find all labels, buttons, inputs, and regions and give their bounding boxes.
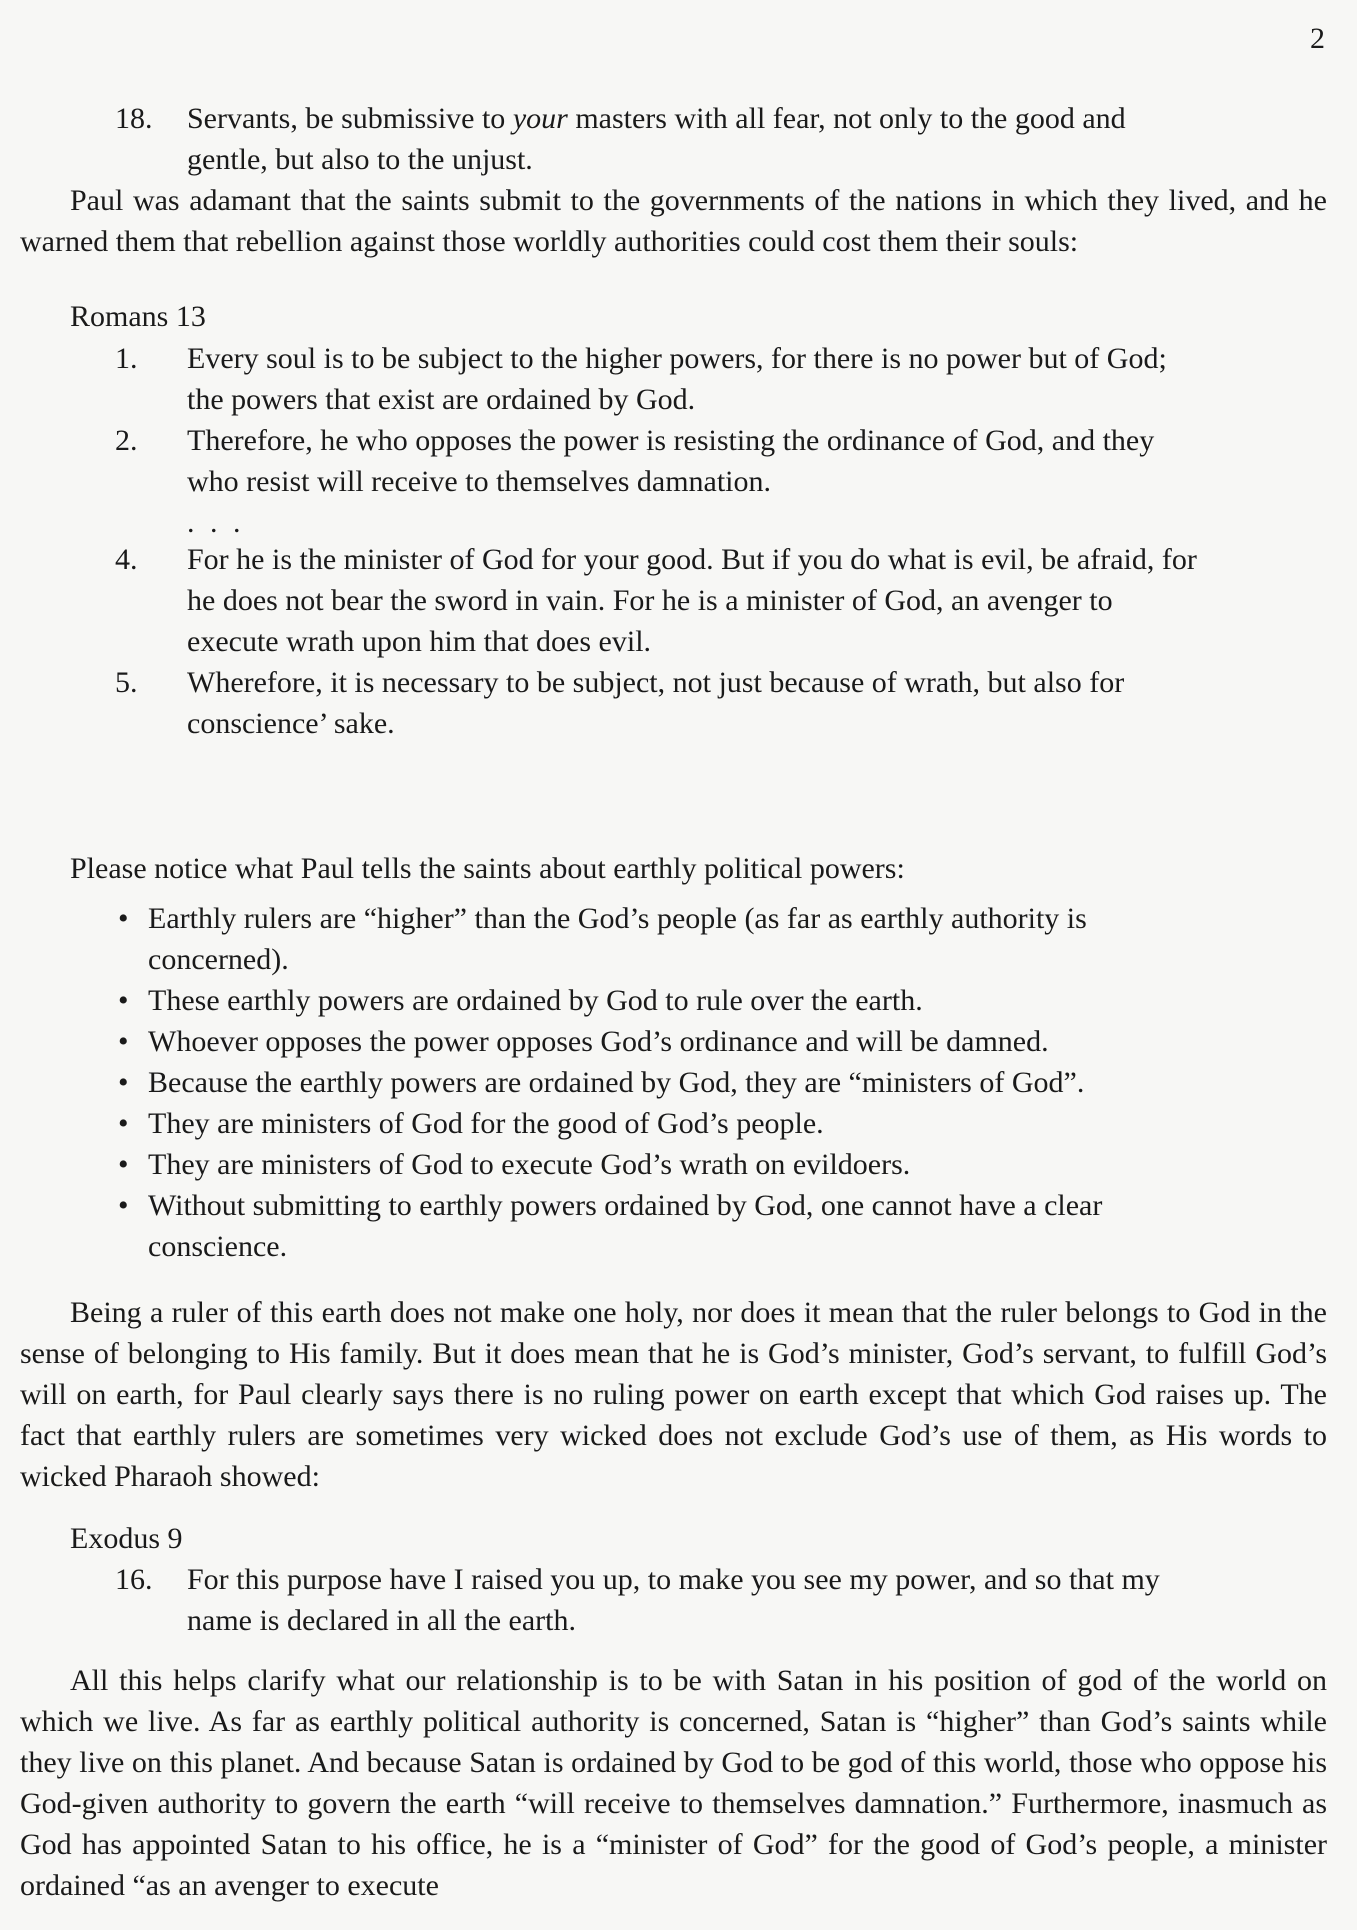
verse xyxy=(0,1559,1357,1641)
bullet-icon: • xyxy=(118,1107,129,1140)
verse-number: 16. xyxy=(115,1563,153,1596)
list-item xyxy=(118,1021,1207,1062)
verse-text: Wherefore, it is necessary to be subject, not just because of wrath, but also for conscience’ sake. xyxy=(187,666,1125,740)
verse-ellipsis: . . . xyxy=(187,506,245,539)
notice-intro-block xyxy=(0,848,1357,889)
verse-18-block xyxy=(0,98,1357,180)
bullet-list-block xyxy=(0,898,1357,1267)
bullet-icon: • xyxy=(118,984,129,1017)
bullet-list xyxy=(0,898,1357,1267)
verse xyxy=(0,662,1357,744)
list-item-text: Because the earthly powers are ordained by God, they are “ministers of God”. xyxy=(148,1066,1085,1099)
verse xyxy=(0,98,1357,180)
verse-text xyxy=(187,98,1207,180)
list-item-text: They are ministers of God to execute God’s wrath on evildoers. xyxy=(148,1148,911,1181)
list-item xyxy=(118,1144,1207,1185)
exodus-9-block xyxy=(0,1518,1357,1641)
verse-text: Therefore, he who opposes the power is resisting the ordinance of God, and they who resist will receive to themselves damnation. xyxy=(187,424,1155,498)
verse-text-part: Servants, be submissive to xyxy=(187,102,513,135)
verse-text: For he is the minister of God for your good. But if you do what is evil, be afraid, for he does not bear the sword in vain. For he is a minister of God, an avenger to execute wrath upon him that does evil. xyxy=(187,543,1197,658)
paragraph-text: Paul was adamant that the saints submit to the governments of the nations in which they lived, and he warned them that rebellion against those worldly authorities could cost them their souls: xyxy=(20,184,1327,258)
list-item xyxy=(118,1185,1207,1267)
notice-intro: Please notice what Paul tells the saints about earthly political powers: xyxy=(70,852,905,885)
list-item-text: They are ministers of God for the good of God’s people. xyxy=(148,1107,824,1140)
romans-13-block xyxy=(0,296,1357,744)
paragraph-paul xyxy=(0,180,1357,262)
list-item-text: These earthly powers are ordained by God to rule over the earth. xyxy=(148,984,923,1017)
bullet-icon: • xyxy=(118,1025,129,1058)
verse-number: 5. xyxy=(115,666,138,699)
list-item xyxy=(118,1103,1207,1144)
list-item-text: Earthly rulers are “higher” than the God’s people (as far as earthly authority is concerned). xyxy=(148,902,1087,976)
scripture-reference: Romans 13 xyxy=(70,300,206,333)
paragraph-text: Being a ruler of this earth does not make one holy, nor does it mean that the ruler belongs to God in the sense of belonging to His family. But it does mean that he is God’s minister, God’s servant, to fulfill God’s will on earth, for Paul clearly says there is no ruling power on earth except that which God raises up. The fact that earthly rulers are sometimes very wicked does not exclude God’s use of them, as His words to wicked Pharaoh showed: xyxy=(20,1296,1327,1493)
verse-number: 4. xyxy=(115,543,138,576)
verse xyxy=(0,420,1357,502)
paragraph-satan xyxy=(0,1660,1357,1906)
verse-text-emphasis: your xyxy=(512,102,568,135)
paragraph-text: All this helps clarify what our relationship is to be with Satan in his position of god of the world on which we live. As far as earthly political authority is concerned, Satan is “higher” than God’s saints while they live on this planet. And because Satan is ordained by God to be god of this world, those who oppose his God-given authority to govern the earth “will receive to themselves damnation.” Furthermore, inasmuch as God has appointed Satan to his office, he is a “minister of God” for the good of God’s people, a minister ordained “as an avenger to execute xyxy=(20,1664,1327,1902)
bullet-icon: • xyxy=(118,902,129,935)
verse-text: Every soul is to be subject to the higher powers, for there is no power but of God; the powers that exist are ordained by God. xyxy=(187,342,1167,416)
paragraph-ruler xyxy=(0,1292,1357,1497)
bullet-icon: • xyxy=(118,1189,129,1222)
list-item-text: Whoever opposes the power opposes God’s ordinance and will be damned. xyxy=(148,1025,1049,1058)
list-item-text: Without submitting to earthly powers ordained by God, one cannot have a clear conscience. xyxy=(148,1189,1103,1263)
verse-text-part: masters with all fear, not only to the good and gentle, but also to the unjust. xyxy=(187,102,1126,176)
verse xyxy=(0,539,1357,662)
verse-number: 2. xyxy=(115,424,138,457)
verse-text: For this purpose have I raised you up, to make you see my power, and so that my name is declared in all the earth. xyxy=(187,1563,1160,1637)
verse xyxy=(0,338,1357,420)
verse-number: 18. xyxy=(115,102,153,135)
list-item xyxy=(118,898,1207,980)
list-item xyxy=(118,1062,1207,1103)
list-item xyxy=(118,980,1207,1021)
bullet-icon: • xyxy=(118,1066,129,1099)
verse-number: 1. xyxy=(115,342,138,375)
page-number: 2 xyxy=(1310,22,1325,55)
scripture-reference: Exodus 9 xyxy=(70,1522,183,1555)
bullet-icon: • xyxy=(118,1148,129,1181)
